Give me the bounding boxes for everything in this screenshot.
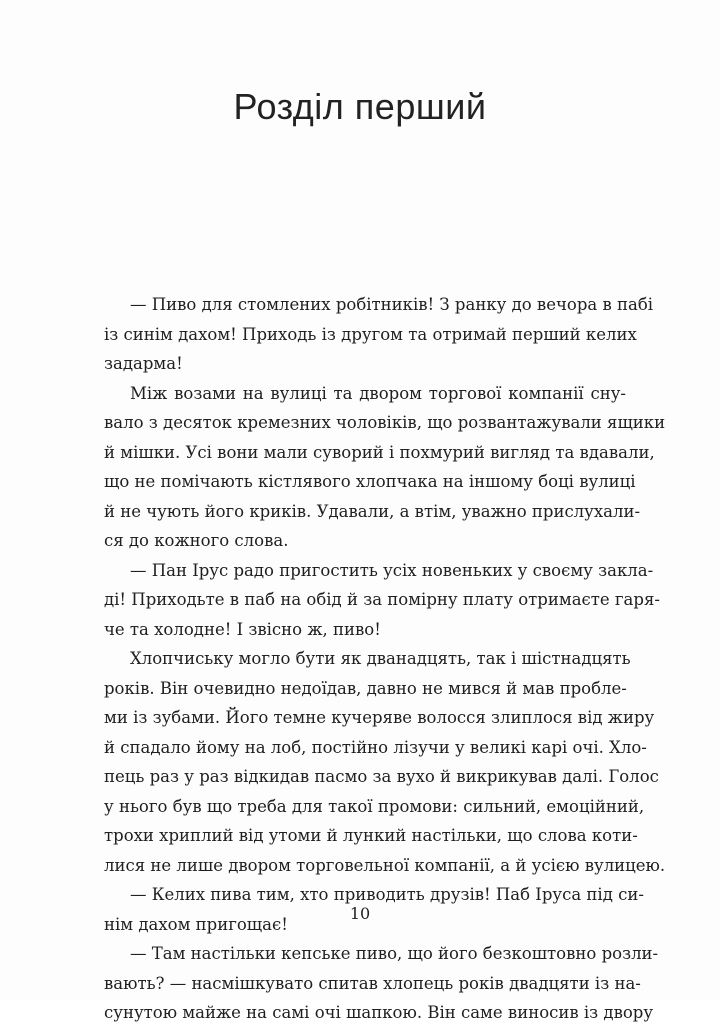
text-line: — Пан Ірус радо пригостить усіх новеньких у своєму закла-: [130, 560, 654, 580]
paragraph: [104, 939, 659, 1028]
text-line: трохи хриплий від утоми й лункий настільки, що слова коти-: [104, 826, 638, 845]
text-line: Хлопчиську могло бути як дванадцять, так і шістнадцять: [130, 649, 631, 668]
page-number: 10: [349, 904, 371, 923]
text-line: й мішки. Усі вони мали суворий і похмурий вигляд та вдавали,: [104, 442, 655, 462]
paragraph: [104, 556, 660, 645]
paragraph: [104, 290, 654, 379]
paragraph: [104, 379, 666, 556]
text-line: ми із зубами. Його темне кучеряве волосся злиплося від жиру: [104, 708, 655, 727]
text-line: із синім дахом! Приходь із другом та отримай перший келих: [104, 324, 637, 344]
chapter-title: Розділ перший: [233, 86, 487, 127]
text-line: вають? — насмішкувато спитав хлопець років двадцяти із на-: [104, 973, 641, 993]
text-line: задарма!: [104, 354, 183, 373]
text-line: сунутою майже на самі очі шапкою. Він саме виносив із двору: [104, 1003, 654, 1022]
text-line: вало з десяток кремезних чоловіків, що розвантажували ящики: [104, 413, 666, 432]
text-line: — Пиво для стомлених робітників! З ранку до вечора в пабі: [130, 295, 654, 314]
text-line: Між возами на вулиці та двором торгової компанії сну-: [130, 383, 626, 403]
text-line: й спадало йому на лоб, постійно лізучи у великі карі очі. Хло-: [104, 737, 647, 757]
text-line: пець раз у раз відкидав пасмо за вухо й викрикував далі. Голос: [104, 767, 659, 786]
text-line: у нього був що треба для такої промови: сильний, емоційний,: [104, 796, 645, 816]
text-line: ді! Приходьте в паб на обід й за помірну плату отримаєте гаря-: [104, 590, 660, 609]
text-line: що не помічають кістлявого хлопчака на іншому боці вулиці: [104, 472, 636, 491]
text-line: ся до кожного слова.: [104, 531, 289, 550]
text-line: й не чують його криків. Удавали, а втім, уважно прислухали-: [104, 501, 641, 521]
text-line: років. Він очевидно недоїдав, давно не мився й мав пробле-: [104, 678, 627, 698]
text-line: — Келих пива тим, хто приводить друзів! Паб Іруса під си-: [130, 885, 644, 904]
paragraph: [104, 644, 666, 880]
text-line: че та холодне! І звісно ж, пиво!: [104, 619, 381, 639]
text-line: — Там настільки кепське пиво, що його безкоштовно розли-: [130, 944, 659, 963]
text-line: лися не лише двором торговельної компанії, а й усією вулицею.: [104, 855, 666, 875]
text-line: нім дахом пригощає!: [104, 914, 288, 934]
